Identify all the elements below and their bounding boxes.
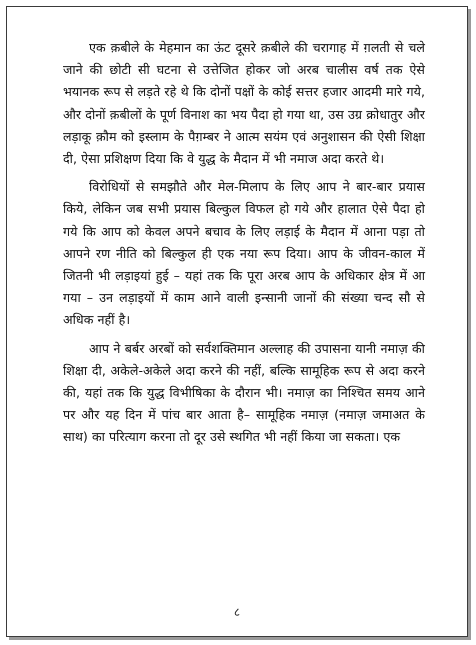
- paragraph-3: आप ने बर्बर अरबों को सर्वशक्तिमान अल्लाह की उपासना यानी नमाज़ की शिक्षा दी, अकेले-अकेले अदा करने की नहीं, बल्कि सामूहिक रूप से अदा करने की, यहां तक कि युद्ध विभीषिका के दौरान भी। नमाज़ का निश्चित समय आने पर और यह दिन में पांच बार आता है– सामूहिक नमाज़ (नमाज़ जमाअत के साथ) का परित्याग करना तो दूर उसे स्थगित भी नहीं किया जा सकता। एक: [63, 340, 425, 445]
- paragraph-1: एक क़बीले के मेहमान का ऊंट दूसरे क़बीले की चरागाह में ग़लती से चले जाने की छोटी सी घटना से उत्तेजित होकर जो अरब चालीस वर्ष तक ऐसे भयानक रूप से लड़ते रहे थे कि दोनों पक्षों के कोई सत्तर हजार आदमी मारे गये, और दोनों क़बीलों के पूर्ण विनाश का भय पैदा हो गया था, उस उग्र क्रोधातुर और लड़ाकू क़ौम को इस्लाम के पैग़म्बर ने आत्म सयंम एवं अनुशासन की ऐसी शिक्षा दी, ऐसा प्रशिक्षण दिया कि वे युद्ध के मैदान में भी नमाज अदा करते थे।: [63, 40, 425, 167]
- paragraph-2: विरोधियों से समझौते और मेल-मिलाप के लिए आप ने बार-बार प्रयास किये, लेकिन जब सभी प्रयास बिल्कुल विफल हो गये और हालात ऐसे पैदा हो गये कि आप को केवल अपने बचाव के लिए लड़ाई के मैदान में आना पड़ा तो आपने रण नीति को बिल्कुल ही एक नया रूप दिया। आप के जीवन-काल में जितनी भी लड़ाइयां हुई – यहां तक कि पूरा अरब आप के अधिकार क्षेत्र में आ गया – उन लड़ाइयों में काम आने वाली इन्सानी जानों की संख्या चन्द सौ से अधिक नहीं है।: [63, 179, 425, 328]
- page-number: ८: [233, 605, 241, 619]
- document-page: [6, 6, 468, 637]
- body-text: [63, 37, 425, 449]
